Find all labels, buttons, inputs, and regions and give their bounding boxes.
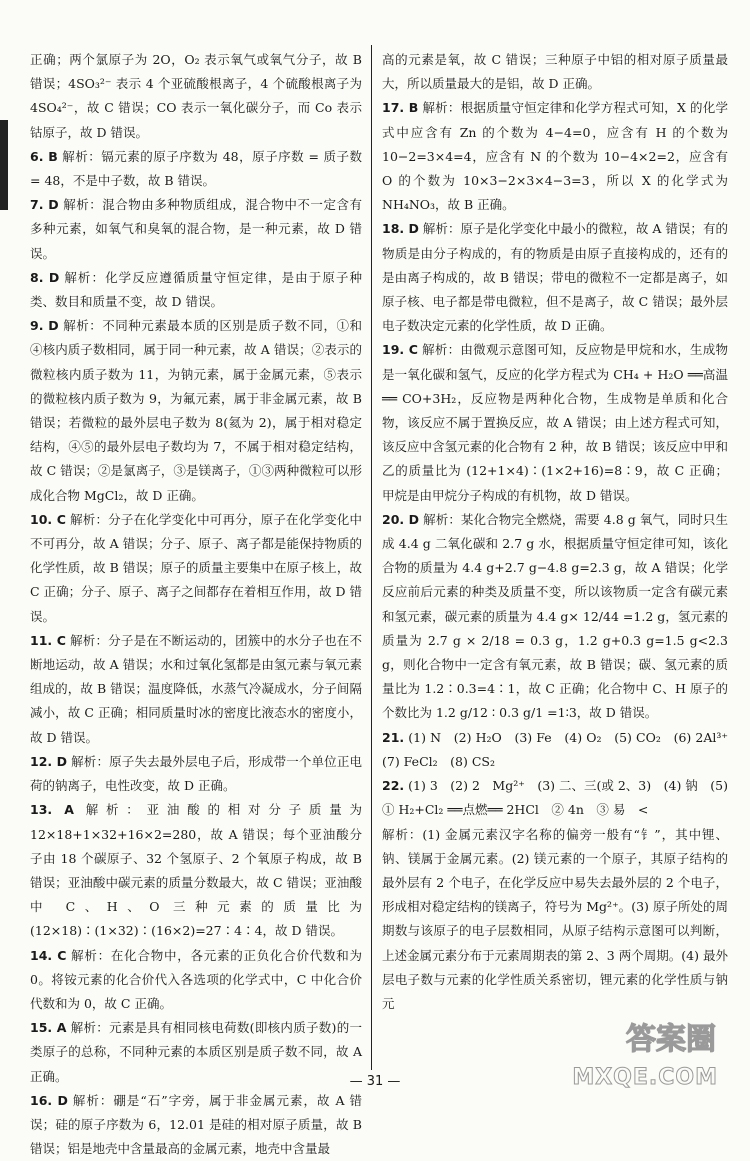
right-column [382,48,741,1016]
answer-item: 21. (1) N (2) H₂O (3) Fe (4) O₂ (5) CO₂ (6) 2Al³⁺ (7) FeCl₂ (8) CS₂ [382,729,741,769]
answer-item: 17. B 解析：根据质量守恒定律和化学方程式可知，X 的化学式中应含有 Zn 的个数为 4−4=0，应含有 H 的个数为 10−2=3×4=4，应含有 N 的个数为 10−4×2=2，应含有 O 的个数为 10×3−2×3×4−3=3，所以 X 的化学式为 NH₄NO₃，故 B 正确。 [382,100,728,213]
watermark-logo [572,1022,736,1098]
page-number: — 31 — [349,1074,401,1089]
answer-item: 高的元素是氧，故 C 错误；三种原子中铝的相对原子质量最大，所以质量最大的是铝，故 D 正确。 [382,52,728,92]
answer-item: 13. A 解析：亚油酸的相对分子质量为 12×18+1×32+16×2=280，故 A 错误；每个亚油酸分子由 18 个碳原子、32 个氢原子、2 个氧原子构成，故 B 错误；亚油酸中碳元素的质量分数最大，故 C 错误；亚油酸中 C、H、O 三种元素的质量比为 (12×18)∶(1×32)∶(16×2)=27∶4∶4，故 D 错误。 [30,802,362,939]
answer-item: 6. B 解析：镉元素的原子序数为 48，原子序数 = 质子数 = 48，不是中子数，故 B 错误。 [30,148,362,189]
answer-item: 22. (1) 3 (2) 2 Mg²⁺ (3) 二、三(或 2、3) (4) 钠 (5) ① H₂+Cl₂ ══点燃══ 2HCl ② 4n ③ 易 < [382,778,729,818]
answer-item: 19. C 解析：由微观示意图可知，反应物是甲烷和水，生成物是一氧化碳和氢气，反应的化学方程式为 CH₄ + H₂O ══高温══ CO+3H₂，反应物是两种化合物，生成物是单质和化合物，该反应不属于置换反应，故 A 错误；由上述方程式可知，该反应中含氢元素的化合物有 2 种，故 B 错误；该反应中甲和乙的质量比为 (12+1×4)∶(1×2+16)=8∶9，故 C 正确；甲烷是由甲烷分子构成的有机物，故 D 错误。 [382,342,728,503]
answer-item: 12. D 解析：原子失去最外层电子后，形成带一个单位正电荷的钠离子，电性改变，故 D 正确。 [30,753,362,794]
answer-item: 9. D 解析：不同种元素最本质的区别是质子数不同，①和④核内质子数相同，属于同一种元素，故 A 错误；②表示的微粒核内质子数为 11，为钠元素，属于金属元素，⑤表示的微粒核内质子数为 9，为氟元素，属于非金属元素，故 B 错误；若微粒的最外层电子数为 8(氦为 2)，属于相对稳定结构，④⑤的最外层电子数均为 7，不属于相对稳定结构，故 C 错误；②是氯离子，③是镁离子，①③两种微粒可以形成化合物 MgCl₂，故 D 正确。 [30,318,362,503]
watermark-top-text: 答案圈 [626,1022,716,1057]
answer-item: 11. C 解析：分子是在不断运动的，团簇中的水分子也在不断地运动，故 A 错误；水和过氧化氢都是由氢元素与氧元素组成的，故 B 错误；温度降低，水蒸气冷凝成水，分子间隔减小，故 C 正确；相同质量时冰的密度比液态水的密度小，故 D 错误。 [30,632,362,745]
answer-item: 10. C 解析：分子在化学变化中可再分，原子在化学变化中不可再分，故 A 错误；分子、原子、离子都是能保持物质的化学性质，故 B 错误；原子的质量主要集中在原子核上，故 C 正确；分子、原子、离子之间都存在着相互作用，故 D 错误。 [30,511,362,624]
answer-item: 正确；两个氯原子为 2O，O₂ 表示氧气或氧气分子，故 B 错误；4SO₃²⁻ 表示 4 个亚硫酸根离子，4 个硫酸根离子为 4SO₄²⁻，故 C 错误；CO 表示一氧化碳分子，而 Co 表示钴原子，故 D 错误。 [30,52,362,140]
scan-edge-mark [0,120,8,210]
column-divider [371,45,372,1070]
answer-item: 15. A 解析：元素是具有相同核电荷数(即核内质子数)的一类原子的总称，不同种元素的本质区别是质子数不同，故 A 正确。 [30,1020,362,1084]
answer-item: 8. D 解析：化学反应遵循质量守恒定律，是由于原子种类、数目和质量不变，故 D 错误。 [30,269,362,310]
answer-item: 20. D 解析：某化合物完全燃烧，需要 4.8 g 氧气，同时只生成 4.4 g 二氧化碳和 2.7 g 水，根据质量守恒定律可知，该化合物的质量为 4.4 g+2.7 g−4.8 g=2.3 g，故 A 错误；化学反应前后元素的种类及质量不变，所以该物质一定含有碳元素和氢元素，碳元素的质量为 4.4 g× 12/44 =1.2 g，氢元素的质量为 2.7 g × 2/18 = 0.3 g，1.2 g+0.3 g=1.5 g<2.3 g，则化合物中一定含有氧元素，故 B 错误；碳、氢元素的质量比为 1.2∶0.3=4∶1，故 C 正确；化合物中 C、H 原子的个数比为 1.2 g/12 ∶ 0.3 g/1 =1∶3，故 D 错误。 [382,511,728,721]
watermark-bottom-text: MXQE.COM [572,1065,718,1090]
answer-item: 解析：(1) 金属元素汉字名称的偏旁一般有“钅”，其中锂、钠、镁属于金属元素。(2) 镁元素的一个原子，其原子结构的最外层有 2 个电子，在化学反应中易失去最外层的 2 个电子，形成相对稳定结构的镁离子，符号为 Mg²⁺。(3) 原子所处的周期数与该原子的电子层数相同，从原子结构示意图可以判断，上述金属元素分布于元素周期表的第 2、3 两个周期。(4) 最外层电子数与元素的化学性质关系密切，锂元素的化学性质与钠元 [382,826,728,1011]
answer-item: 18. D 解析：原子是化学变化中最小的微粒，故 A 错误；有的物质是由分子构成的，有的物质是由原子直接构成的，还有的是由离子构成的，故 B 错误；带电的微粒不一定都是离子，如原子核、电子都是带电微粒，但不是离子，故 C 错误；最外层电子数决定元素的化学性质，故 D 正确。 [382,221,728,334]
answer-item: 14. C 解析：在化合物中，各元素的正负化合价代数和为 0。将铵元素的化合价代入各选项的化学式中，C 中化合价代数和为 0，故 C 正确。 [30,947,362,1011]
answer-item: 7. D 解析：混合物由多种物质组成，混合物中不一定含有多种元素，如氧气和臭氧的混合物，是一种元素，故 D 错误。 [30,197,362,261]
left-column [30,48,362,1161]
answer-item: 16. D 解析：硼是“石”字旁，属于非金属元素，故 A 错误；硅的原子序数为 6，12.01 是硅的相对原子质量，故 B 错误；铝是地壳中含量最高的金属元素，地壳中含量最 [30,1092,362,1157]
